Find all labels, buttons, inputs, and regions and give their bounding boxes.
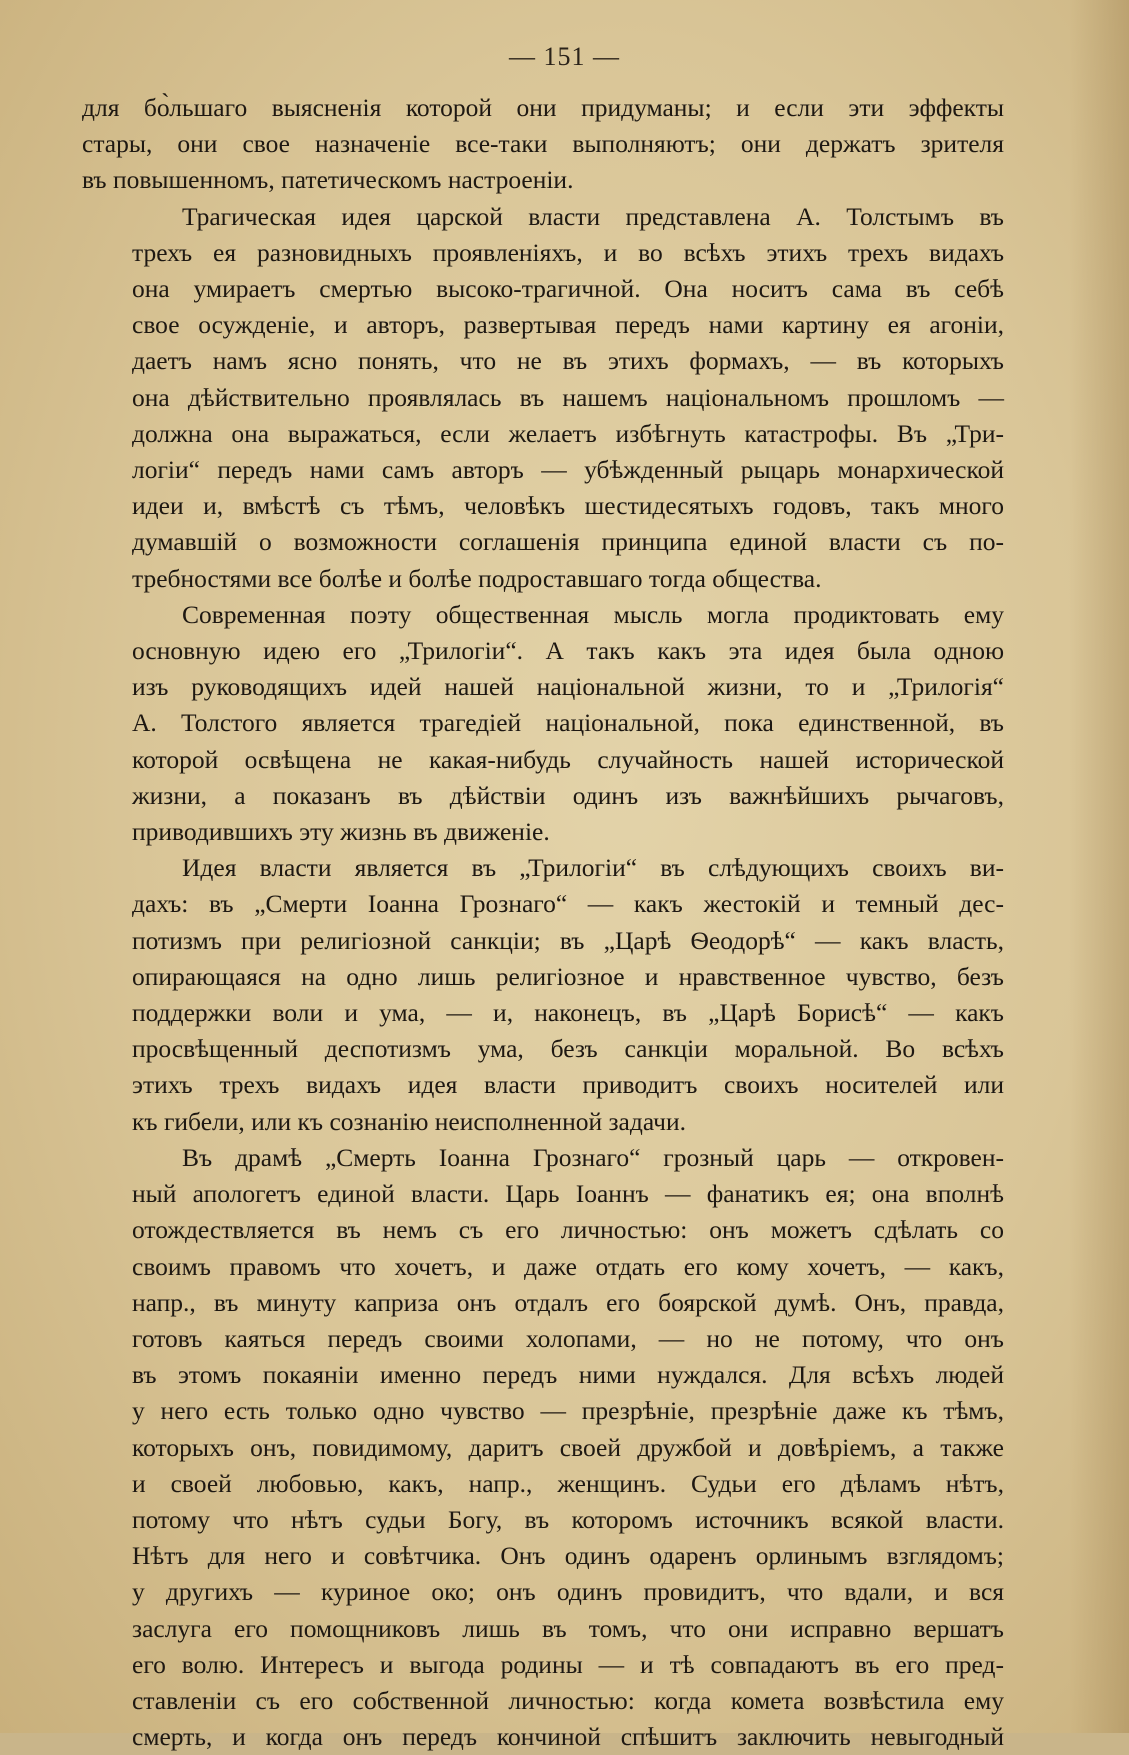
text-line: стары, они свое назначеніе все-таки выполняютъ; они держатъ зрителя (82, 129, 1004, 159)
text-line: приводившихъ эту жизнь въ движеніе. (132, 817, 550, 847)
text-line: она умираетъ смертью высоко-трагичной. Она носитъ сама въ себѣ (132, 274, 1004, 304)
text-line: въ повышенномъ, патетическомъ настроеніи. (82, 165, 574, 195)
text-line: для бо̀льшаго выясненія которой они придуманы; и если эти эффекты (82, 93, 1004, 122)
text-line: Въ драмѣ „Смерть Іоанна Грознаго“ грозный царь — откровен- (182, 1142, 1004, 1172)
paragraph (82, 597, 1004, 850)
text-line: Современная поэту общественная мысль могла продиктовать ему (182, 599, 1004, 629)
text-line: своимъ правомъ что хочетъ, и даже отдать его кому хочетъ, — какъ, (132, 1251, 1004, 1281)
text-line: должна она выражаться, если желаетъ избѣгнуть катастрофы. Въ „Три- (132, 418, 1004, 448)
text-line: логіи“ передъ нами самъ авторъ — убѣжденный рыцарь монархической (132, 455, 1004, 485)
text-line: просвѣщенный деспотизмъ ума, безъ санкціи моральной. Во всѣхъ (132, 1034, 1004, 1064)
text-line: къ гибели, или къ сознанію неисполненной задачи. (132, 1106, 686, 1136)
text-line: опирающаяся на одно лишь религіозное и нравственное чувство, безъ (132, 961, 1004, 991)
text-line: А. Толстого является трагедіей національной, пока единственной, въ (132, 708, 1004, 738)
page-edge-shadow (1069, 0, 1129, 1733)
paragraph (82, 199, 1004, 597)
text-line: готовъ каяться передъ своими холопами, — но не потому, что онъ (132, 1323, 1004, 1353)
text-line: ставленіи съ его собственной личностью: когда комета возвѣстила ему (132, 1685, 1004, 1715)
text-line: напр., въ минуту каприза онъ отдалъ его боярской думѣ. Онъ, правда, (132, 1287, 1004, 1317)
text-line: которыхъ онъ, повидимому, даритъ своей дружбой и довѣріемъ, а также (132, 1432, 1004, 1462)
body-text (82, 90, 1004, 1755)
text-line: она дѣйствительно проявлялась въ нашемъ національномъ прошломъ — (132, 382, 1004, 412)
text-line: этихъ трехъ видахъ идея власти приводитъ своихъ носителей или (132, 1070, 1004, 1100)
text-line: даетъ намъ ясно понять, что не въ этихъ формахъ, — въ которыхъ (132, 346, 1004, 376)
text-line: заслуга его помощниковъ лишь въ томъ, что они исправно вершатъ (132, 1613, 1004, 1643)
text-line: основную идею его „Трилогіи“. А такъ какъ эта идея была одною (132, 636, 1004, 666)
page-number: — 151 — (509, 42, 620, 71)
text-line: и своей любовью, какъ, напр., женщинъ. Судьи его дѣламъ нѣтъ, (132, 1468, 1004, 1498)
text-line: Трагическая идея царской власти представлена А. Толстымъ въ (182, 201, 1004, 231)
text-line: изъ руководящихъ идей нашей національной жизни, то и „Трилогія“ (132, 672, 1004, 702)
text-line: поддержки воли и ума, — и, наконецъ, въ „Царѣ Борисѣ“ — какъ (132, 998, 1004, 1028)
text-line: у него есть только одно чувство — презрѣніе, презрѣніе даже къ тѣмъ, (132, 1396, 1004, 1426)
text-line: ный апологетъ единой власти. Царь Іоаннъ — фанатикъ ея; она вполнѣ (132, 1179, 1004, 1209)
text-line: Идея власти является въ „Трилогіи“ въ слѣдующихъ своихъ ви- (182, 853, 1004, 883)
text-line: жизни, а показанъ въ дѣйствіи одинъ изъ важнѣйшихъ рычаговъ, (132, 780, 1004, 810)
text-line: трехъ ея разновидныхъ проявленіяхъ, и во всѣхъ этихъ трехъ видахъ (132, 237, 1004, 267)
text-line: потому что нѣтъ судьи Богу, въ которомъ источникъ всякой власти. (132, 1504, 1004, 1534)
text-line: идеи и, вмѣстѣ съ тѣмъ, человѣкъ шестидесятыхъ годовъ, такъ много (132, 491, 1004, 521)
paragraph (82, 1140, 1004, 1755)
paragraph (82, 90, 1004, 199)
text-line: которой освѣщена не какая-нибудь случайность нашей исторической (132, 744, 1004, 774)
text-line: думавшій о возможности соглашенія принципа единой власти съ по- (132, 527, 1004, 557)
text-line: его волю. Интересъ и выгода родины — и тѣ совпадаютъ въ его пред- (132, 1649, 1004, 1679)
text-line: требностями все болѣе и болѣе подроставшаго тогда общества. (132, 563, 822, 593)
text-line: свое осужденіе, и авторъ, развертывая передъ нами картину ея агоніи, (132, 310, 1004, 340)
text-line: въ этомъ покаяніи именно передъ ними нуждался. Для всѣхъ людей (132, 1360, 1004, 1390)
text-line: у другихъ — куриное око; онъ одинъ провидитъ, что вдали, и вся (132, 1577, 1004, 1607)
text-line: Нѣтъ для него и совѣтчика. Онъ одинъ одаренъ орлинымъ взглядомъ; (132, 1541, 1004, 1571)
paragraph (82, 850, 1004, 1140)
text-line: смерть, и когда онъ передъ кончиной спѣшитъ заключить невыгодный (132, 1722, 1004, 1752)
text-line: потизмъ при религіозной санкціи; въ „Царѣ Ѳеодорѣ“ — какъ власть, (132, 925, 1004, 955)
text-line: отождествляется въ немъ съ его личностью: онъ можетъ сдѣлать со (132, 1215, 1004, 1245)
text-line: дахъ: въ „Смерти Іоанна Грознаго“ — какъ жестокій и темный дес- (132, 889, 1004, 919)
